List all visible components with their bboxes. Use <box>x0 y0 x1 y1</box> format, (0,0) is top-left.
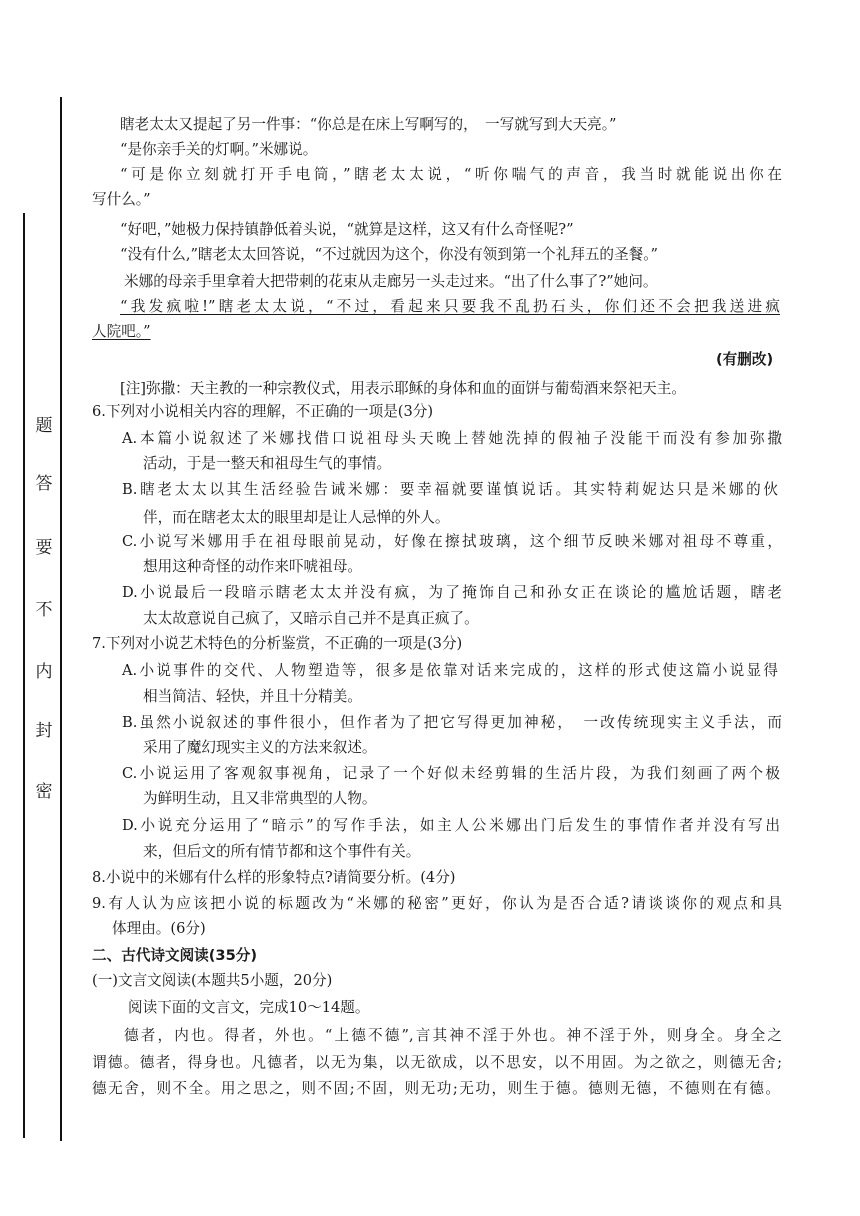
question-6-stem: 6.下列对小说相关内容的理解，不正确的一项是(3分) <box>92 403 434 420</box>
story-paragraph-7-line-2: 人院吧。” <box>92 323 151 340</box>
question-7-option-b-line-2: 采用了魔幻现实主义的方法来叙述。 <box>143 739 377 756</box>
story-paragraph-5: “没有什么,”瞎老太太回答说，“不过就因为这个，你没有领到第一个礼拜五的圣餐。” <box>120 246 658 263</box>
story-paragraph-1: 瞎老太太又提起了另一件事：“你总是在床上写啊写的， 一写就写到大天亮。” <box>120 116 617 133</box>
source-note: (有删改) <box>716 351 774 368</box>
seal-char-ti: 题 <box>35 416 53 436</box>
section-2-subheading: (一)文言文阅读(本题共5小题，20分) <box>92 972 333 989</box>
binding-line-inner <box>60 97 62 1141</box>
seal-char-yao: 要 <box>35 538 53 558</box>
classical-text-line-1: 德者，内也。得者，外也。“上德不德”,言其神不淫于外也。神不淫于外，则身全。身全之 <box>124 1027 782 1044</box>
binding-line-outer <box>23 213 25 1138</box>
question-6-option-d-line-2: 太太故意说自己疯了，又暗示自己并不是真正疯了。 <box>143 610 479 627</box>
story-paragraph-6: 米娜的母亲手里拿着大把带刺的花束从走廊另一头走过来。“出了什么事了?”她问。 <box>124 273 658 290</box>
question-6-option-d-line-1: D.小说最后一段暗示瞎老太太并没有疯，为了掩饰自己和孙女正在谈论的尴尬话题，瞎老 <box>122 584 782 601</box>
question-7-option-d-line-1: D.小说充分运用了“暗示”的写作手法，如主人公米娜出门后发生的事情作者并没有写出 <box>122 817 780 834</box>
question-6-option-b-line-1: B.瞎老太太以其生活经验告诫米娜：要幸福就要谨慎说话。其实特莉妮达只是米娜的伙 <box>122 481 778 498</box>
question-7-option-b-line-1: B.虽然小说叙述的事件很小，但作者为了把它写得更加神秘， 一改传统现实主义手法，而 <box>122 714 782 731</box>
question-6-option-a-line-1: A.本篇小说叙述了米娜找借口说祖母头天晚上替她洗掉的假袖子没能干而没有参加弥撒 <box>122 430 782 447</box>
seal-char-nei: 内 <box>35 662 53 682</box>
story-paragraph-7-line-1: “我发疯啦!”瞎老太太说，“不过，看起来只要我不乱扔石头，你们还不会把我送进疯 <box>120 298 780 315</box>
classical-text-line-2: 谓德。德者，得身也。凡德者，以无为集，以无欲成，以不思安，以不用固。为之欲之，则德无舍; <box>92 1054 782 1071</box>
annotation-note: [注]弥撒：天主教的一种宗教仪式，用表示耶稣的身体和血的面饼与葡萄酒来祭祀天主。 <box>120 380 686 397</box>
question-7-option-d-line-2: 来，但后文的所有情节都和这个事件有关。 <box>143 843 421 860</box>
question-6-option-a-line-2: 活动，于是一整天和祖母生气的事情。 <box>143 455 392 472</box>
question-6-option-c-line-2: 想用这种奇怪的动作来吓唬祖母。 <box>143 558 362 575</box>
question-9-line-1: 9.有人认为应该把小说的标题改为“米娜的秘密”更好，你认为是否合适?请谈谈你的观点和具 <box>92 895 782 912</box>
seal-char-da: 答 <box>35 474 53 494</box>
story-paragraph-2: “是你亲手关的灯啊。”米娜说。 <box>120 141 318 158</box>
reading-instruction: 阅读下面的文言文，完成10～14题。 <box>128 999 370 1016</box>
question-6-option-c-line-1: C.小说写米娜用手在祖母眼前晃动，好像在擦拭玻璃，这个细节反映米娜对祖母不尊重， <box>122 533 782 550</box>
question-7-option-c-line-1: C.小说运用了客观叙事视角，记录了一个好似未经剪辑的生活片段，为我们刻画了两个极 <box>122 765 780 782</box>
question-7-stem: 7.下列对小说艺术特色的分析鉴赏，不正确的一项是(3分) <box>92 635 463 652</box>
question-7-option-a-line-1: A.小说事件的交代、人物塑造等，很多是依靠对话来完成的，这样的形式使这篇小说显得 <box>122 662 778 679</box>
seal-char-feng: 封 <box>35 721 53 741</box>
story-paragraph-4: “好吧，”她极力保持镇静低着头说，“就算是这样，这又有什么奇怪呢?” <box>120 221 574 238</box>
question-9-line-2: 体理由。(6分) <box>112 920 206 937</box>
question-6-option-b-line-2: 伴，而在瞎老太太的眼里却是让人忌惮的外人。 <box>143 509 450 526</box>
seal-char-mi: 密 <box>35 782 53 802</box>
story-paragraph-3-line-1: “可是你立刻就打开手电筒，”瞎老太太说，“听你喘气的声音，我当时就能说出你在 <box>120 166 782 183</box>
classical-text-line-3: 德无舍，则不全。用之思之，则不固;不固，则无功;无功，则生于德。德则无德，不德则在有德。 <box>92 1080 780 1097</box>
section-2-heading: 二、古代诗文阅读(35分) <box>92 947 257 964</box>
question-8: 8.小说中的米娜有什么样的形象特点?请简要分析。(4分) <box>92 869 456 886</box>
seal-char-bu: 不 <box>35 600 53 620</box>
question-7-option-c-line-2: 为鲜明生动，且又非常典型的人物。 <box>143 790 377 807</box>
question-7-option-a-line-2: 相当简洁、轻快，并且十分精美。 <box>143 688 362 705</box>
story-paragraph-3-line-2: 写什么。” <box>92 191 151 208</box>
